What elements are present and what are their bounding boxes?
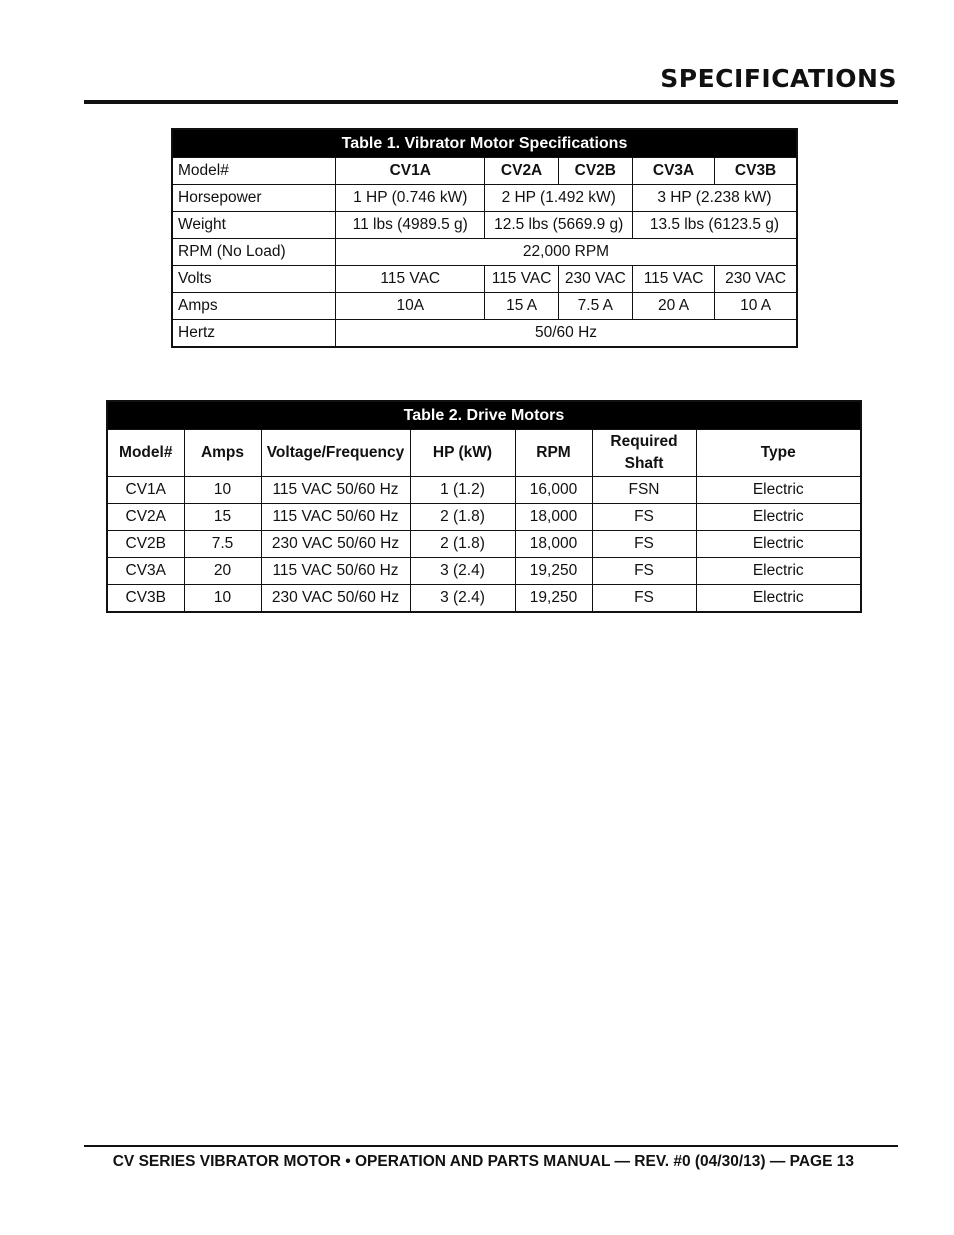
table2-caption: Table 2. Drive Motors [107, 401, 861, 430]
table-cell: 20 [184, 558, 261, 585]
column-header-amps: Amps [184, 430, 261, 477]
table-cell: 20 A [632, 293, 714, 320]
table-cell: 18,000 [515, 531, 592, 558]
drive-motors-table [106, 400, 862, 613]
table-cell: 13.5 lbs (6123.5 g) [632, 212, 797, 239]
table-row [107, 531, 861, 558]
table-cell: FS [592, 585, 696, 613]
table-cell: 10 [184, 585, 261, 613]
page-title: SPECIFICATIONS [660, 64, 897, 93]
table-cell: 3 HP (2.238 kW) [632, 185, 797, 212]
table-cell: 115 VAC 50/60 Hz [261, 477, 410, 504]
header-rule [84, 100, 898, 104]
table-cell: FS [592, 558, 696, 585]
table-row [172, 320, 797, 348]
table-cell: 10A [336, 293, 485, 320]
table-row [107, 477, 861, 504]
column-header-rpm: RPM [515, 430, 592, 477]
table-row [107, 558, 861, 585]
table-row [172, 293, 797, 320]
table-cell: 10 A [715, 293, 797, 320]
table-cell: CV2A [107, 504, 184, 531]
table-cell: 16,000 [515, 477, 592, 504]
table-cell: FS [592, 531, 696, 558]
table-cell: 12.5 lbs (5669.9 g) [485, 212, 632, 239]
column-header-shaft [592, 430, 696, 477]
table-cell: 1 (1.2) [410, 477, 515, 504]
page-footer: CV SERIES VIBRATOR MOTOR • OPERATION AND PARTS MANUAL — REV. #0 (04/30/13) — PAGE 13 [112, 1153, 854, 1170]
vibrator-motor-specifications-table [171, 128, 798, 348]
table-cell: 7.5 [184, 531, 261, 558]
header-line: Required [610, 433, 678, 450]
table-cell: CV3B [107, 585, 184, 613]
table-row [107, 504, 861, 531]
row-label: Volts [172, 266, 336, 293]
column-header-voltage: Voltage/Frequency [261, 430, 410, 477]
model-cv1a: CV1A [336, 158, 485, 185]
table-header-row [107, 430, 861, 477]
table-cell: 15 [184, 504, 261, 531]
table-cell: Electric [696, 504, 861, 531]
table-cell: CV2B [107, 531, 184, 558]
table-cell: CV1A [107, 477, 184, 504]
row-label: Weight [172, 212, 336, 239]
table-cell: Electric [696, 531, 861, 558]
model-cv3a: CV3A [632, 158, 714, 185]
table-cell: FS [592, 504, 696, 531]
table-cell: 115 VAC 50/60 Hz [261, 558, 410, 585]
row-label: Model# [172, 158, 336, 185]
column-header-type: Type [696, 430, 861, 477]
header-line: Shaft [624, 455, 664, 472]
table-cell: 18,000 [515, 504, 592, 531]
table-cell: CV3A [107, 558, 184, 585]
table-cell: Electric [696, 585, 861, 613]
table-cell: Electric [696, 477, 861, 504]
table-cell: 115 VAC 50/60 Hz [261, 504, 410, 531]
table-cell: 11 lbs (4989.5 g) [336, 212, 485, 239]
table-cell: 3 (2.4) [410, 585, 515, 613]
table-cell: 15 A [485, 293, 558, 320]
table-cell: 22,000 RPM [336, 239, 797, 266]
table-cell: 230 VAC [558, 266, 632, 293]
table-row [107, 585, 861, 613]
row-label: Amps [172, 293, 336, 320]
table-cell: FSN [592, 477, 696, 504]
table-cell: 115 VAC [632, 266, 714, 293]
row-label: Hertz [172, 320, 336, 348]
model-cv2a: CV2A [485, 158, 558, 185]
model-cv2b: CV2B [558, 158, 632, 185]
table-cell: 1 HP (0.746 kW) [336, 185, 485, 212]
column-header-hp: HP (kW) [410, 430, 515, 477]
model-cv3b: CV3B [715, 158, 797, 185]
table-row [172, 185, 797, 212]
row-label: RPM (No Load) [172, 239, 336, 266]
column-header-model: Model# [107, 430, 184, 477]
footer-rule [84, 1145, 898, 1147]
table-cell: 230 VAC 50/60 Hz [261, 531, 410, 558]
table-cell: 19,250 [515, 558, 592, 585]
table-cell: 3 (2.4) [410, 558, 515, 585]
table-cell: 230 VAC [715, 266, 797, 293]
table-cell: Electric [696, 558, 861, 585]
table-row [172, 266, 797, 293]
table-cell: 2 HP (1.492 kW) [485, 185, 632, 212]
table-cell: 115 VAC [336, 266, 485, 293]
table1-caption: Table 1. Vibrator Motor Specifications [172, 129, 797, 158]
table-row [172, 212, 797, 239]
table-cell: 19,250 [515, 585, 592, 613]
table-cell: 50/60 Hz [336, 320, 797, 348]
table-cell: 230 VAC 50/60 Hz [261, 585, 410, 613]
table-row [172, 239, 797, 266]
table-row [172, 158, 797, 185]
table-cell: 2 (1.8) [410, 504, 515, 531]
row-label: Horsepower [172, 185, 336, 212]
table-cell: 2 (1.8) [410, 531, 515, 558]
table-cell: 115 VAC [485, 266, 558, 293]
table-cell: 10 [184, 477, 261, 504]
table-cell: 7.5 A [558, 293, 632, 320]
